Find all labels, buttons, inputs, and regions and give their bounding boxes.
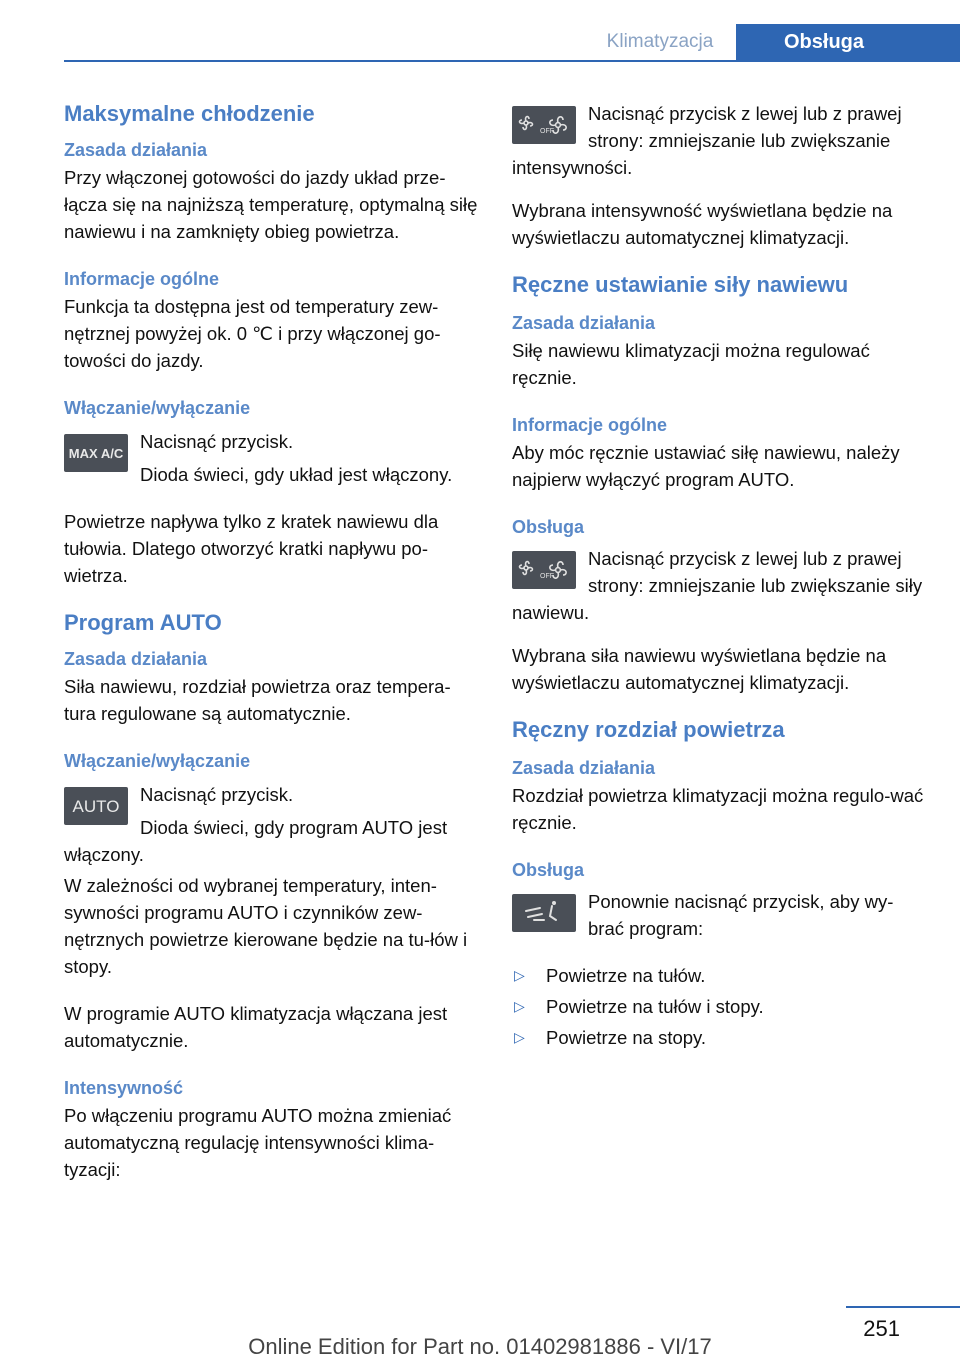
- paragraph: W programie AUTO klimatyzacja włączana jest automatycznie.: [64, 1003, 448, 1051]
- subheading-principle: Zasada działania: [512, 313, 656, 333]
- subheading-operation: Obsługa: [512, 860, 585, 880]
- max-ac-button-icon: [64, 434, 128, 472]
- paragraph: Po włączeniu programu AUTO można zmieniać automatyczną regulację intensywności klima‐tyzacji:: [64, 1105, 452, 1180]
- svg-text:OFF: OFF: [540, 573, 554, 580]
- page-number: 251: [863, 1316, 900, 1341]
- header-section-tab[interactable]: Klimatyzacja: [606, 31, 714, 52]
- fan-left-right-button-icon: [512, 106, 576, 144]
- paragraph: Aby móc ręcznie ustawiać siłę nawiewu, należy najpierw wyłączyć program AUTO.: [512, 442, 900, 490]
- intensity-instruction: [512, 100, 926, 181]
- list-item-text: Powietrze na tułów.: [546, 965, 706, 986]
- list-item: [512, 962, 926, 989]
- paragraph: Przy włączonej gotowości do jazdy układ prze‐łącza się na najniższą temperaturę, optymalną siłę nawiewu i na zamknięty obieg powietrza.: [64, 167, 478, 242]
- auto-button-icon: [64, 787, 128, 825]
- header-divider: [64, 60, 960, 62]
- auto-icon-label: AUTO: [72, 797, 120, 816]
- heading-max-cooling: Maksymalne chłodzenie: [64, 101, 315, 126]
- header-active-tab[interactable]: Obsługa: [736, 24, 960, 60]
- paragraph: W zależności od wybranej temperatury, inten‐sywności programu AUTO i czynników zew‐nętrznych powietrze kierowane będzie na tu‐łów i stopy.: [64, 875, 468, 977]
- triangle-bullet-icon: ▷: [514, 967, 525, 983]
- subheading-operation: Obsługa: [512, 517, 585, 537]
- fan-left-right-button-icon: [512, 551, 576, 589]
- paragraph: Funkcja ta dostępna jest od temperatury zew‐nętrznej powyżej ok. 0 ℃ i przy włączonej go‐towości do jazdy.: [64, 296, 441, 371]
- subheading-general-info: Informacje ogólne: [64, 269, 220, 289]
- subheading-intensity: Intensywność: [64, 1078, 184, 1098]
- heading-program-auto: Program AUTO: [64, 610, 222, 635]
- paragraph: Siła nawiewu, rozdział powietrza oraz tempera‐tura regulowane są automatycznie.: [64, 676, 451, 724]
- instruction-text: Dioda świeci, gdy program AUTO jest włączony.: [64, 817, 448, 865]
- air-distribution-icon: [512, 894, 576, 932]
- max-ac-instruction: [64, 428, 478, 488]
- paragraph: Rozdział powietrza klimatyzacji można regulo‐wać ręcznie.: [512, 785, 924, 833]
- auto-instruction: [64, 781, 478, 868]
- max-ac-icon-label: MAX A/C: [68, 446, 124, 461]
- list-item: [512, 993, 926, 1020]
- subheading-principle: Zasada działania: [64, 649, 208, 669]
- instruction-text: Ponownie nacisnąć przycisk, aby wy‐brać program:: [588, 891, 894, 939]
- page-number-divider: [846, 1306, 960, 1308]
- subheading-on-off: Włączanie/wyłączanie: [64, 751, 251, 771]
- instruction-text: Dioda świeci, gdy układ jest włączony.: [140, 464, 453, 485]
- footer-edition: Online Edition for Part no. 01402981886 - VI/17: [248, 1334, 712, 1359]
- instruction-text: Nacisnąć przycisk.: [140, 784, 294, 805]
- triangle-bullet-icon: ▷: [514, 998, 525, 1014]
- svg-text:OFF: OFF: [540, 128, 554, 135]
- instruction-text: Nacisnąć przycisk.: [140, 431, 294, 452]
- heading-manual-distribution: Ręczny rozdział powietrza: [512, 717, 785, 742]
- paragraph: Wybrana siła nawiewu wyświetlana będzie na wyświetlaczu automatycznej klimatyzacji.: [512, 645, 887, 693]
- instruction-text: Nacisnąć przycisk z lewej lub z prawej strony: zmniejszanie lub zwiększanie intensywności.: [512, 103, 902, 178]
- paragraph: Siłę nawiewu klimatyzacji można regulować ręcznie.: [512, 340, 870, 388]
- instruction-text: Nacisnąć przycisk z lewej lub z prawej strony: zmniejszanie lub zwiększanie siły nawiewu.: [512, 548, 923, 623]
- subheading-general-info: Informacje ogólne: [512, 415, 668, 435]
- air-distribution-button-icon: [512, 894, 576, 932]
- subheading-principle: Zasada działania: [64, 140, 208, 160]
- triangle-bullet-icon: ▷: [514, 1029, 525, 1045]
- right-column: [512, 100, 926, 1055]
- heading-manual-fan: Ręczne ustawianie siły nawiewu: [512, 272, 849, 297]
- list-item-text: Powietrze na stopy.: [546, 1027, 707, 1048]
- subheading-on-off: Włączanie/wyłączanie: [64, 398, 251, 418]
- fan-instruction: [512, 545, 926, 626]
- paragraph: Powietrze napływa tylko z kratek nawiewu dla tułowia. Dlatego otworzyć kratki napływu po‐wietrza.: [64, 511, 439, 586]
- fan-icon: [512, 106, 576, 144]
- list-item: [512, 1024, 926, 1051]
- list-item-text: Powietrze na tułów i stopy.: [546, 996, 764, 1017]
- left-column: [64, 100, 478, 1203]
- paragraph: Wybrana intensywność wyświetlana będzie na wyświetlaczu automatycznej klimatyzacji.: [512, 200, 893, 248]
- distribution-program-list: [512, 962, 926, 1051]
- subheading-principle: Zasada działania: [512, 758, 656, 778]
- distribution-instruction: [512, 888, 926, 942]
- fan-icon: [512, 551, 576, 589]
